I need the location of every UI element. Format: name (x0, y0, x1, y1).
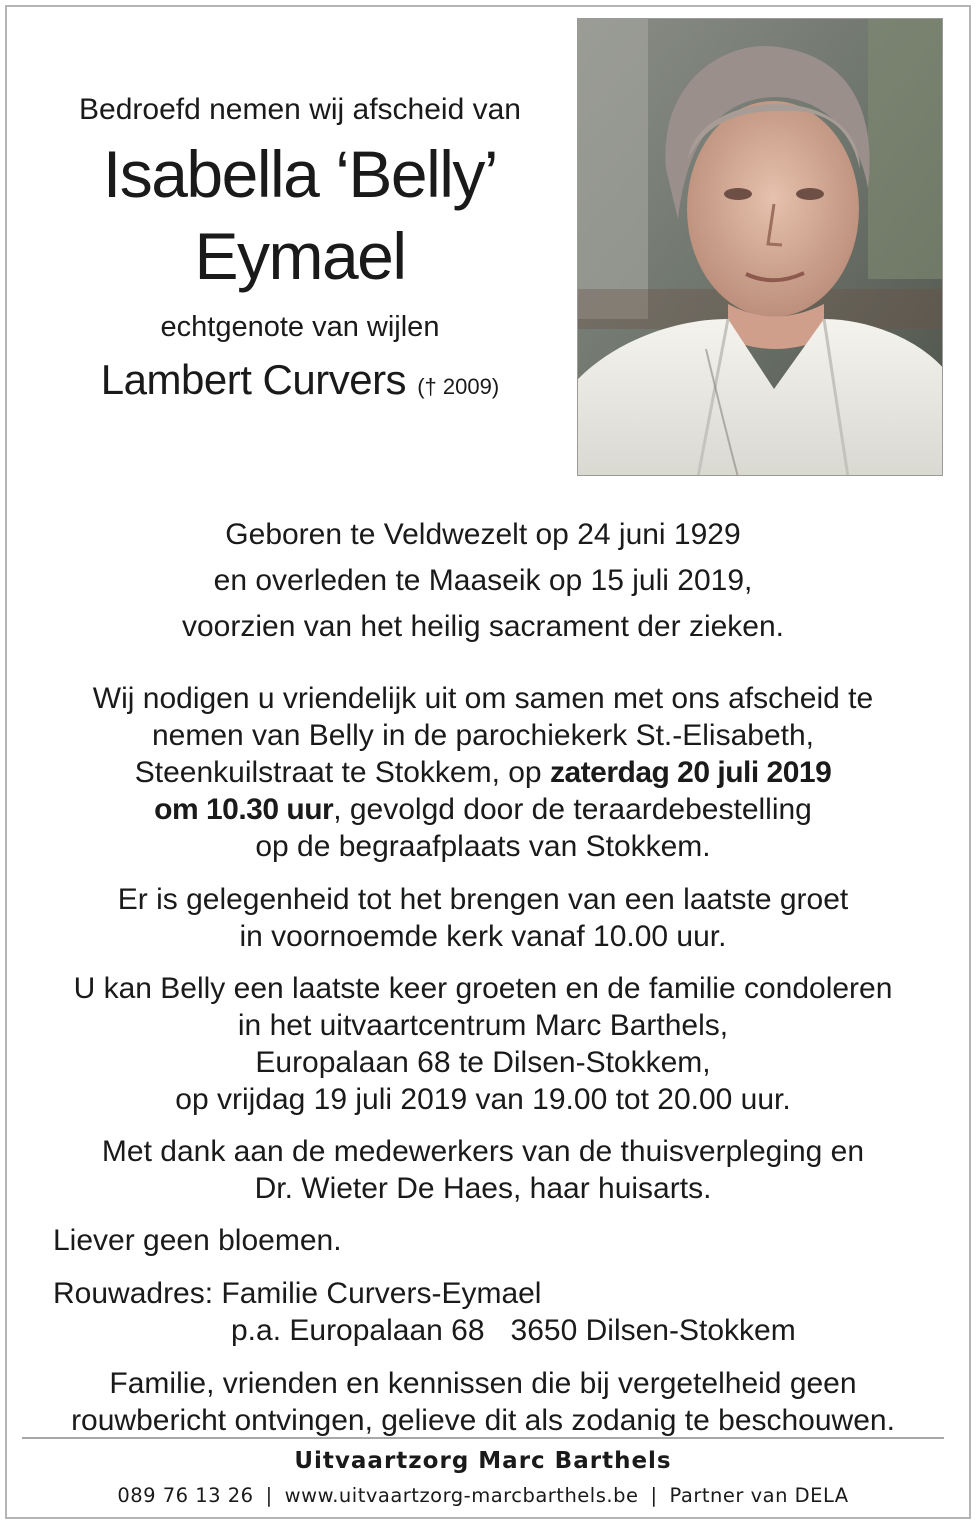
greeting-line-2: in voornoemde kerk vanaf 10.00 uur. (239, 920, 727, 953)
notice-block (20, 1365, 946, 1439)
funeral-home-name: Uitvaartzorg Marc Barthels (294, 1448, 672, 1474)
intro-lead: Bedroefd nemen wij afscheid van (79, 93, 521, 126)
thanks-block (20, 1133, 946, 1207)
invite-burial: , gevolgd door de teraardebestelling (333, 793, 812, 826)
death-line: en overleden te Maaseik op 15 juli 2019, (213, 564, 753, 597)
invite-line-2: nemen van Belly in de parochiekerk St.-Elisabeth, (151, 719, 815, 752)
birth-death-block (20, 512, 946, 650)
address-line-1 (53, 1275, 933, 1312)
greeting-block (20, 881, 946, 955)
invitation-block (20, 680, 946, 865)
portrait-illustration (578, 19, 943, 476)
invite-line-1: Wij nodigen u vriendelijk uit om samen met ons afscheid te (92, 682, 874, 715)
condolence-line-4: op vrijdag 19 juli 2019 van 19.00 tot 20.00 uur. (175, 1083, 791, 1116)
invite-line-4 (20, 791, 946, 828)
flowers-note (53, 1222, 933, 1259)
address-line-2 (53, 1312, 933, 1349)
condolence-line-1: U kan Belly een laatste keer groeten en de familie condoleren (73, 972, 893, 1005)
address-street: p.a. Europalaan 68 (231, 1314, 485, 1347)
invite-location: Steenkuilstraat te Stokkem, op (134, 756, 550, 789)
funeral-date: zaterdag 20 juli 2019 (549, 756, 832, 789)
thanks-line-1: Met dank aan de medewerkers van de thuisverpleging en (101, 1135, 865, 1168)
flowers-text: Liever geen bloemen. (53, 1224, 342, 1257)
spouse-name: Lambert Curvers (100, 356, 407, 403)
footer-divider (22, 1437, 944, 1439)
funeral-home-website[interactable]: www.uitvaartzorg-marcbarthels.be (284, 1484, 639, 1507)
spouse-lead: echtgenote van wijlen (160, 311, 440, 343)
thanks-line-2: Dr. Wieter De Haes, haar huisarts. (254, 1172, 712, 1205)
invite-line-3 (20, 754, 946, 791)
deceased-name-last: Eymael (194, 219, 406, 293)
deceased-name-first: Isabella ‘Belly’ (102, 137, 498, 211)
condolence-line-3: Europalaan 68 te Dilsen-Stokkem, (255, 1046, 711, 1079)
mourning-address (53, 1275, 933, 1349)
spouse-line (40, 352, 560, 415)
address-label: Rouwadres: (53, 1277, 214, 1310)
greeting-line-1: Er is gelegenheid tot het brengen van een laatste groet (117, 883, 849, 916)
address-family: Familie Curvers-Eymael (221, 1277, 542, 1310)
funeral-time: om 10.30 uur (154, 793, 334, 826)
footer-separator: | (650, 1484, 658, 1507)
sacrament-line: voorzien van het heilig sacrament der zieken. (182, 610, 784, 643)
footer-contact (20, 1484, 946, 1507)
invite-line-5: op de begraafplaats van Stokkem. (255, 830, 711, 863)
birth-line: Geboren te Veldwezelt op 24 juni 1929 (225, 518, 741, 551)
partner-text: Partner van DELA (669, 1484, 849, 1507)
address-city: 3650 Dilsen-Stokkem (510, 1314, 796, 1347)
funeral-home-phone[interactable]: 089 76 13 26 (117, 1484, 254, 1507)
notice-line-1: Familie, vrienden en kennissen die bij vergetelheid geen (109, 1367, 857, 1400)
portrait-photo (577, 18, 943, 476)
condolence-line-2: in het uitvaartcentrum Marc Barthels, (237, 1009, 729, 1042)
intro-block (40, 88, 560, 415)
notice-line-2: rouwbericht ontvingen, gelieve dit als zodanig te beschouwen. (71, 1404, 895, 1437)
spouse-death-year: († 2009) (417, 374, 500, 399)
footer-separator: | (265, 1484, 273, 1507)
condolence-block (20, 970, 946, 1118)
